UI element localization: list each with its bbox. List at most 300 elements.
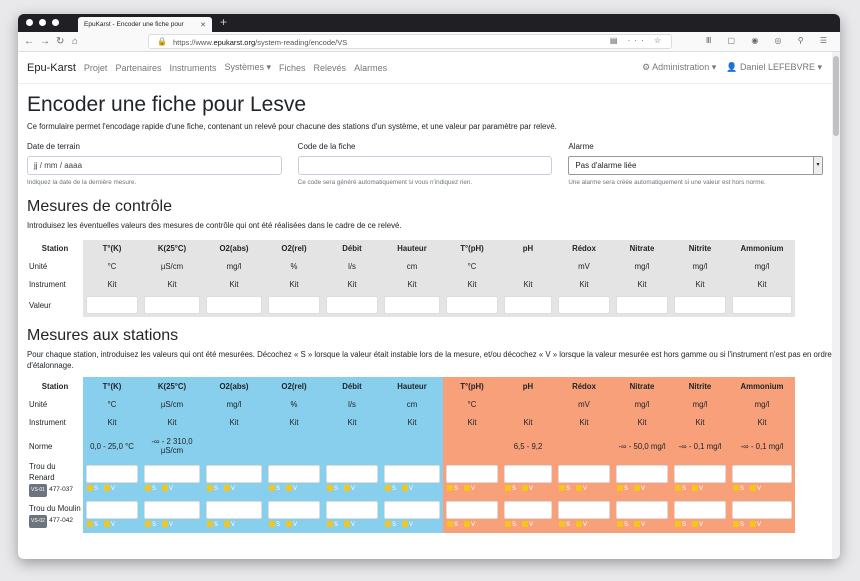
nav-alarmes[interactable]: Alarmes: [354, 62, 388, 73]
stability-checkboxes[interactable]: [557, 521, 611, 530]
checkbox-s-label: S: [152, 522, 157, 528]
stability-checkboxes[interactable]: [503, 521, 553, 530]
date-input[interactable]: jj / mm / aaaa: [27, 156, 282, 175]
table-cell: mg/l: [729, 257, 795, 275]
stability-checkboxes[interactable]: [325, 521, 379, 530]
home-icon[interactable]: ⌂: [72, 36, 79, 47]
column-header: Ammonium: [729, 377, 795, 395]
table-cell: [729, 293, 795, 317]
back-icon[interactable]: ←: [24, 36, 34, 47]
norm-cell: [443, 431, 501, 461]
checkbox-s-label: S: [276, 522, 281, 528]
checkbox-s-label: S: [334, 486, 339, 492]
column-header-station: Station: [41, 244, 69, 253]
station-value-input[interactable]: [86, 465, 138, 483]
table-cell: Kit: [555, 275, 613, 293]
row-label: Instrument: [29, 417, 66, 427]
table-cell: [555, 497, 613, 533]
stability-checkboxes[interactable]: [267, 521, 321, 530]
checkbox-s-label: S: [740, 486, 745, 492]
station-value-input[interactable]: [206, 465, 262, 483]
row-label: Unité: [29, 399, 48, 409]
code-input[interactable]: [298, 156, 553, 175]
stability-checkboxes[interactable]: [325, 485, 379, 494]
checkbox-v[interactable]: [634, 485, 640, 491]
norm-cell: -∞ - 2 310,0 µS/cm: [141, 431, 203, 461]
column-header: pH: [501, 240, 555, 257]
table-cell: [381, 461, 443, 497]
checkbox-s[interactable]: [617, 521, 623, 527]
checkbox-v[interactable]: [162, 485, 168, 491]
stations-table: [27, 377, 795, 533]
table-cell: [501, 395, 555, 413]
code-field-group: [298, 142, 553, 186]
station-value-input[interactable]: [504, 465, 552, 483]
control-value-input[interactable]: [144, 296, 200, 314]
checkbox-v-label: V: [529, 522, 534, 528]
reload-icon[interactable]: ↻: [56, 36, 65, 47]
control-value-input[interactable]: [674, 296, 726, 314]
close-icon[interactable]: ✕: [200, 22, 206, 29]
station-name: Trou du Moulin: [29, 503, 81, 513]
checkbox-s[interactable]: [145, 485, 151, 491]
table-cell: µS/cm: [141, 395, 203, 413]
station-value-input[interactable]: [268, 501, 320, 519]
column-header: T°(K): [83, 240, 141, 257]
checkbox-s-label: S: [152, 486, 157, 492]
checkbox-v-label: V: [351, 486, 356, 492]
station-value-input[interactable]: [446, 465, 498, 483]
control-value-input[interactable]: [504, 296, 552, 314]
checkbox-v[interactable]: [286, 485, 292, 491]
table-cell: [501, 257, 555, 275]
checkbox-s[interactable]: [617, 485, 623, 491]
control-value-input[interactable]: [616, 296, 668, 314]
checkbox-s[interactable]: [269, 521, 275, 527]
checkbox-v[interactable]: [104, 521, 110, 527]
table-cell: Kit: [323, 275, 381, 293]
control-value-input[interactable]: [206, 296, 262, 314]
stability-checkboxes[interactable]: [143, 485, 201, 494]
station-value-input[interactable]: [86, 501, 138, 519]
station-code: 477-042: [49, 516, 73, 524]
checkbox-v[interactable]: [224, 521, 230, 527]
stability-checkboxes[interactable]: [503, 485, 553, 494]
url-prefix: https://www.: [173, 38, 214, 47]
url-toolbar: [18, 32, 840, 52]
table-cell: [555, 461, 613, 497]
norm-cell: -∞ - 50,0 mg/l: [613, 431, 671, 461]
browser-window: [18, 14, 840, 559]
checkbox-v-label: V: [583, 486, 588, 492]
stability-checkboxes[interactable]: [615, 521, 669, 530]
checkbox-v[interactable]: [750, 485, 756, 491]
checkbox-s[interactable]: [447, 521, 453, 527]
window-controls[interactable]: [26, 19, 59, 26]
checkbox-v-label: V: [529, 486, 534, 492]
stability-checkboxes[interactable]: [445, 521, 499, 530]
station-value-input[interactable]: [144, 501, 200, 519]
table-cell: mg/l: [729, 395, 795, 413]
table-cell: [613, 293, 671, 317]
checkbox-v[interactable]: [344, 485, 350, 491]
checkbox-s-label: S: [566, 522, 571, 528]
table-cell: mg/l: [203, 257, 265, 275]
date-help: Indiquez la date de la dernière mesure.: [27, 179, 137, 186]
table-cell: Kit: [613, 413, 671, 431]
checkbox-s[interactable]: [559, 521, 565, 527]
row-label: Valeur: [29, 300, 51, 310]
control-value-input[interactable]: [268, 296, 320, 314]
checkbox-s-label: S: [214, 486, 219, 492]
checkbox-v[interactable]: [402, 521, 408, 527]
station-label: [27, 497, 83, 533]
table-cell: Kit: [671, 275, 729, 293]
checkbox-v-label: V: [471, 522, 476, 528]
checkbox-s-label: S: [276, 486, 281, 492]
checkbox-v[interactable]: [162, 521, 168, 527]
table-cell: Kit: [323, 413, 381, 431]
lock-icon: 🔒: [157, 37, 167, 46]
row-label: Norme: [29, 441, 53, 451]
checkbox-v[interactable]: [692, 521, 698, 527]
table-cell: °C: [443, 395, 501, 413]
app-navbar: [18, 52, 832, 84]
control-value-input[interactable]: [86, 296, 138, 314]
checkbox-s[interactable]: [87, 521, 93, 527]
station-badge: VS-01: [29, 484, 47, 497]
checkbox-s[interactable]: [505, 521, 511, 527]
checkbox-s[interactable]: [447, 485, 453, 491]
table-cell: Kit: [265, 275, 323, 293]
station-value-input[interactable]: [326, 465, 378, 483]
station-value-input[interactable]: [326, 501, 378, 519]
stability-checkboxes[interactable]: [615, 485, 669, 494]
table-cell: mV: [555, 395, 613, 413]
administration-menu[interactable]: [642, 62, 716, 73]
checkbox-v-label: V: [293, 522, 298, 528]
user-menu[interactable]: [726, 62, 822, 73]
nav-instruments[interactable]: Instruments: [169, 62, 217, 73]
control-value-input[interactable]: [558, 296, 610, 314]
checkbox-v-label: V: [583, 522, 588, 528]
checkbox-v[interactable]: [464, 521, 470, 527]
table-cell: mV: [555, 257, 613, 275]
checkbox-s-label: S: [624, 486, 629, 492]
checkbox-v[interactable]: [750, 521, 756, 527]
alarm-label: Alarme: [568, 142, 594, 151]
station-value-input[interactable]: [384, 465, 440, 483]
table-cell: [381, 497, 443, 533]
checkbox-v[interactable]: [344, 521, 350, 527]
stability-checkboxes[interactable]: [673, 485, 727, 494]
code-help: Ce code sera généré automatiquement si vous n'indiquez rien.: [297, 179, 473, 186]
address-bar[interactable]: [148, 34, 672, 49]
row-label: Unité: [29, 261, 48, 271]
station-value-input[interactable]: [732, 465, 792, 483]
norm-cell: [265, 431, 323, 461]
station-value-input[interactable]: [558, 465, 610, 483]
stations-title: Mesures aux stations: [27, 327, 179, 344]
stability-checkboxes[interactable]: [205, 485, 263, 494]
code-label: Code de la fiche: [297, 142, 356, 151]
norm-cell: -∞ - 0,1 mg/l: [671, 431, 729, 461]
column-header: O2(abs): [203, 377, 265, 395]
table-cell: [613, 461, 671, 497]
stability-checkboxes[interactable]: [731, 521, 793, 530]
table-cell: Kit: [729, 413, 795, 431]
table-cell: [613, 497, 671, 533]
column-header: K(25°C): [141, 377, 203, 395]
checkbox-v[interactable]: [464, 485, 470, 491]
alarm-select[interactable]: Pas d'alarme liée ▾: [568, 156, 823, 175]
checkbox-s-label: S: [624, 522, 629, 528]
column-header: Rédox: [555, 377, 613, 395]
stability-checkboxes[interactable]: [445, 485, 499, 494]
station-value-input[interactable]: [144, 465, 200, 483]
checkbox-s[interactable]: [207, 521, 213, 527]
table-cell: [443, 497, 501, 533]
tab-bar: [18, 14, 840, 32]
column-header: Nitrate: [613, 240, 671, 257]
checkbox-v-label: V: [169, 522, 174, 528]
checkbox-s[interactable]: [87, 485, 93, 491]
stability-checkboxes[interactable]: [383, 521, 441, 530]
table-cell: [555, 293, 613, 317]
column-header: T°(pH): [443, 240, 501, 257]
station-value-input[interactable]: [674, 501, 726, 519]
page-intro: Ce formulaire permet l'encodage rapide d'une fiche, contenant un relevé pour chacune des stations d'un système, et une valeur par paramètre par relevé.: [27, 122, 557, 131]
page-actions-icon[interactable]: ▤ ··· ☆: [609, 36, 665, 45]
checkbox-s-label: S: [512, 486, 517, 492]
checkbox-s[interactable]: [733, 485, 739, 491]
table-cell: [501, 497, 555, 533]
brand-link[interactable]: Epu-Karst: [27, 61, 76, 74]
checkbox-v[interactable]: [286, 521, 292, 527]
nav-projet[interactable]: Projet: [83, 62, 108, 73]
checkbox-v[interactable]: [576, 521, 582, 527]
table-cell: cm: [381, 257, 443, 275]
station-value-input[interactable]: [616, 465, 668, 483]
station-value-input[interactable]: [268, 465, 320, 483]
checkbox-v[interactable]: [104, 485, 110, 491]
checkbox-v[interactable]: [634, 521, 640, 527]
tab-title: EpuKarst - Encoder une fiche pour: [84, 21, 184, 28]
checkbox-v-label: V: [111, 486, 116, 492]
nav-fiches[interactable]: Fiches: [279, 62, 306, 73]
stability-checkboxes[interactable]: [267, 485, 321, 494]
control-value-input[interactable]: [326, 296, 378, 314]
checkbox-v-label: V: [111, 522, 116, 528]
stability-checkboxes[interactable]: [85, 485, 139, 494]
stability-checkboxes[interactable]: [731, 485, 793, 494]
checkbox-v-label: V: [409, 522, 414, 528]
norm-cell: [381, 431, 443, 461]
control-value-input[interactable]: [732, 296, 792, 314]
checkbox-v-label: V: [409, 486, 414, 492]
checkbox-s[interactable]: [675, 485, 681, 491]
table-cell: mg/l: [671, 395, 729, 413]
table-cell: [671, 293, 729, 317]
station-value-input[interactable]: [674, 465, 726, 483]
station-value-input[interactable]: [206, 501, 262, 519]
alarm-field-group: [568, 142, 823, 186]
station-code: 477-037: [49, 486, 73, 493]
checkbox-s[interactable]: [733, 521, 739, 527]
checkbox-v[interactable]: [224, 485, 230, 491]
table-cell: Kit: [265, 413, 323, 431]
table-cell: [443, 293, 501, 317]
control-value-input[interactable]: [384, 296, 440, 314]
nav-systemes[interactable]: Systèmes ▾: [224, 62, 272, 72]
column-header: Ammonium: [729, 240, 795, 257]
stations-intro: Pour chaque station, introduisez les valeurs qui ont été mesurées. Décochez « S » lorsque la valeur était instable lors de la mesure, et/ou décochez « V » lorsque la valeur mesurée est hors gamme ou si l'instrument n'est pas en ordre d'étalonnage.: [27, 350, 832, 370]
date-label: Date de terrain: [27, 142, 80, 151]
column-header-station: Station: [41, 381, 69, 391]
column-header: Rédox: [555, 240, 613, 257]
checkbox-v-label: V: [641, 522, 646, 528]
stability-checkboxes[interactable]: [557, 485, 611, 494]
table-cell: mg/l: [671, 257, 729, 275]
table-cell: [203, 293, 265, 317]
table-cell: mg/l: [613, 395, 671, 413]
checkbox-s-label: S: [454, 486, 459, 492]
table-cell: Kit: [671, 413, 729, 431]
table-cell: [323, 461, 381, 497]
row-label: Instrument: [29, 279, 66, 289]
column-header: T°(pH): [443, 377, 501, 395]
table-cell: µS/cm: [141, 257, 203, 275]
checkbox-s-label: S: [94, 522, 99, 528]
column-header: O2(rel): [265, 240, 323, 257]
checkbox-s-label: S: [94, 486, 99, 492]
table-cell: °C: [443, 257, 501, 275]
table-cell: l/s: [323, 395, 381, 413]
norm-cell: -∞ - 0,1 mg/l: [729, 431, 795, 461]
url-domain: epukarst.org: [213, 38, 256, 47]
station-value-input[interactable]: [504, 501, 552, 519]
checkbox-v[interactable]: [522, 521, 528, 527]
stability-checkboxes[interactable]: [205, 521, 263, 530]
nav-partenaires[interactable]: Partenaires: [115, 62, 162, 73]
norm-cell: 6,5 - 9,2: [501, 431, 555, 461]
date-field-group: [27, 142, 282, 186]
control-value-input[interactable]: [446, 296, 498, 314]
checkbox-s[interactable]: [327, 485, 333, 491]
table-cell: [729, 461, 795, 497]
checkbox-s-label: S: [566, 486, 571, 492]
column-header: pH: [501, 377, 555, 395]
checkbox-v-label: V: [641, 486, 646, 492]
checkbox-s[interactable]: [505, 485, 511, 491]
alarm-help: Une alarme sera créée automatiquement si une valeur est hors norme.: [568, 179, 766, 186]
checkbox-v[interactable]: [692, 485, 698, 491]
checkbox-s[interactable]: [207, 485, 213, 491]
stability-checkboxes[interactable]: [85, 521, 139, 530]
column-header: O2(rel): [265, 377, 323, 395]
table-cell: Kit: [443, 413, 501, 431]
table-cell: [265, 293, 323, 317]
checkbox-s-label: S: [454, 522, 459, 528]
stability-checkboxes[interactable]: [673, 521, 727, 530]
station-value-input[interactable]: [616, 501, 668, 519]
station-badge: VS-02: [29, 515, 47, 528]
table-cell: Kit: [381, 275, 443, 293]
station-value-input[interactable]: [384, 501, 440, 519]
table-cell: [265, 497, 323, 533]
column-header: Débit: [323, 377, 381, 395]
checkbox-s[interactable]: [385, 521, 391, 527]
toolbar-icons[interactable]: Ⅲ ▢ ◉ ◎ ⚲ ☰: [705, 36, 834, 45]
table-cell: Kit: [613, 275, 671, 293]
table-cell: [83, 293, 141, 317]
stability-checkboxes[interactable]: [143, 521, 201, 530]
table-cell: [323, 293, 381, 317]
table-cell: [203, 461, 265, 497]
url-path: /system-reading/encode/VS: [255, 38, 348, 47]
admin-label: Administration ▾: [652, 62, 717, 72]
checkbox-s[interactable]: [675, 521, 681, 527]
checkbox-s[interactable]: [327, 521, 333, 527]
checkbox-s[interactable]: [145, 521, 151, 527]
table-cell: °C: [83, 395, 141, 413]
table-cell: [729, 497, 795, 533]
station-name: Trou du Renard: [29, 462, 56, 482]
control-table: [27, 240, 795, 317]
checkbox-v-label: V: [757, 486, 762, 492]
checkbox-s[interactable]: [559, 485, 565, 491]
control-intro: Introduisez les éventuelles valeurs des mesures de contrôle qui ont été réalisées dans le cadre de ce relevé.: [27, 221, 402, 230]
table-cell: [83, 461, 141, 497]
table-cell: %: [265, 395, 323, 413]
forward-icon[interactable]: →: [40, 36, 50, 47]
table-cell: Kit: [141, 413, 203, 431]
browser-tab[interactable]: [78, 17, 212, 32]
checkbox-v-label: V: [169, 486, 174, 492]
table-cell: [671, 497, 729, 533]
checkbox-v[interactable]: [576, 485, 582, 491]
checkbox-s[interactable]: [269, 485, 275, 491]
table-cell: Kit: [83, 413, 141, 431]
checkbox-v[interactable]: [522, 485, 528, 491]
column-header: Nitrate: [613, 377, 671, 395]
station-value-input[interactable]: [446, 501, 498, 519]
table-cell: l/s: [323, 257, 381, 275]
checkbox-s-label: S: [512, 522, 517, 528]
stability-checkboxes[interactable]: [383, 485, 441, 494]
table-cell: Kit: [555, 413, 613, 431]
page-title: Encoder une fiche pour Lesve: [27, 93, 307, 116]
new-tab-icon[interactable]: +: [220, 15, 228, 29]
table-cell: mg/l: [613, 257, 671, 275]
table-cell: cm: [381, 395, 443, 413]
page-content: [18, 52, 832, 559]
table-cell: [83, 497, 141, 533]
station-value-input[interactable]: [732, 501, 792, 519]
table-cell: [501, 293, 555, 317]
checkbox-s[interactable]: [385, 485, 391, 491]
table-cell: Kit: [443, 275, 501, 293]
station-value-input[interactable]: [558, 501, 610, 519]
scrollbar[interactable]: [832, 52, 840, 559]
norm-cell: [555, 431, 613, 461]
checkbox-v[interactable]: [402, 485, 408, 491]
checkbox-s-label: S: [682, 486, 687, 492]
table-cell: Kit: [141, 275, 203, 293]
nav-releves[interactable]: Relevés: [313, 62, 347, 73]
table-cell: Kit: [501, 413, 555, 431]
column-header: Nitrite: [671, 240, 729, 257]
